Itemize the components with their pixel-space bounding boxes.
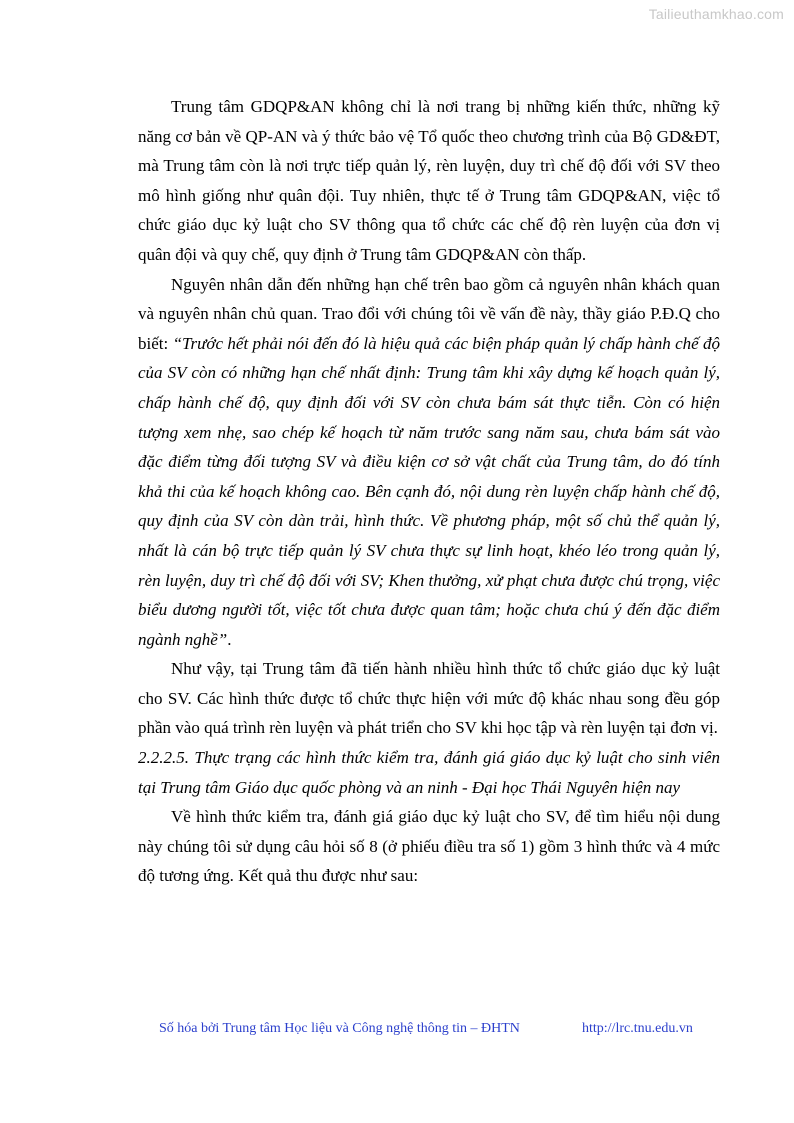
footer-url[interactable]: http://lrc.tnu.edu.vn [582, 1021, 693, 1036]
paragraph-2-end: . [227, 629, 232, 649]
paragraph-3: Như vậy, tại Trung tâm đã tiến hành nhiều hình thức tổ chức giáo dục kỷ luật cho SV. Các hình thức được tổ chức thực hiện với mức độ khác nhau song đều góp phần vào quá trình rèn luyện và phát triển cho SV khi học tập và rèn luyện tại đơn vị. [138, 659, 720, 738]
paragraph-2 [138, 270, 720, 655]
paragraph-4: Về hình thức kiểm tra, đánh giá giáo dục kỷ luật cho SV, để tìm hiểu nội dung này chúng tôi sử dụng câu hỏi số 8 (ở phiếu điều tra số 1) gồm 3 hình thức và 4 mức độ tương ứng. Kết quả thu được như sau: [138, 807, 720, 886]
paragraph-1: Trung tâm GDQP&AN không chỉ là nơi trang bị những kiến thức, những kỹ năng cơ bản về QP-AN và ý thức bảo vệ Tổ quốc theo chương trình của Bộ GD&ĐT, mà Trung tâm còn là nơi trực tiếp quản lý, rèn luyện, duy trì chế độ đối với SV theo mô hình giống như quân đội. Tuy nhiên, thực tế ở Trung tâm GDQP&AN, việc tổ chức giáo dục kỷ luật cho SV thông qua tổ chức các chế độ rèn luyện của đơn vị quân đội và quy chế, quy định ở Trung tâm GDQP&AN còn thấp. [138, 97, 720, 264]
document-body [138, 92, 720, 891]
paragraph-2-lead: Nguyên nhân dẫn đến những hạn chế trên bao gồm cả nguyên nhân khách quan và nguyên nhân chủ quan. Trao đổi với chúng tôi về vấn đề này, thầy giáo P.Đ.Q cho biết: [138, 274, 720, 353]
watermark-text: Tailieuthamkhao.com [648, 6, 784, 22]
section-heading: 2.2.2.5. Thực trạng các hình thức kiểm tra, đánh giá giáo dục kỷ luật cho sinh viên tại Trung tâm Giáo dục quốc phòng và an ninh - Đại học Thái Nguyên hiện nay [138, 748, 720, 797]
footer-source: Số hóa bởi Trung tâm Học liệu và Công nghệ thông tin – ĐHTN [159, 1021, 520, 1036]
interview-quote: “Trước hết phải nói đến đó là hiệu quả các biện pháp quản lý chấp hành chế độ của SV còn có những hạn chế nhất định: Trung tâm khi xây dựng kế hoạch quản lý, chấp hành chế độ, quy định đối với SV còn chưa bám sát thực tiễn. Còn có hiện tượng xem nhẹ, sao chép kế hoạch từ năm trước sang năm sau, chưa bám sát vào đặc điểm từng đối tượng SV và điều kiện cơ sở vật chất của Trung tâm, do đó tính khả thi của kế hoạch không cao. Bên cạnh đó, nội dung rèn luyện chấp hành chế độ, quy định của SV còn dàn trải, hình thức. Về phương pháp, một số chủ thể quản lý, nhất là cán bộ trực tiếp quản lý SV chưa thực sự linh hoạt, khéo léo trong quản lý, rèn luyện, duy trì chế độ đối với SV; Khen thưởng, xử phạt chưa được chú trọng, việc biểu dương người tốt, việc tốt chưa được quan tâm; hoặc chưa chú ý đến đặc điểm ngành nghề” [138, 333, 721, 649]
